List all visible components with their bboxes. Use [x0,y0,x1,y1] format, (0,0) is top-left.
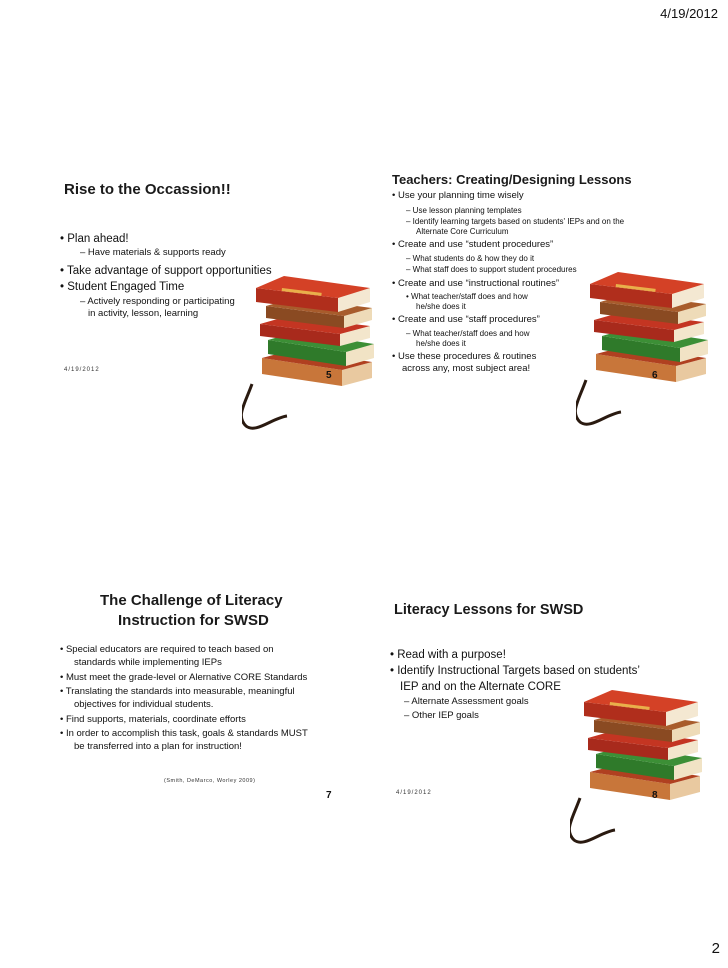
slide-8 [390,580,728,825]
sub-bullet: – Have materials & supports ready [80,247,226,258]
slide-5 [60,150,400,395]
bullet: • Find supports, materials, coordinate efforts [60,714,246,725]
sub-bullet: – What teacher/staff does and how [406,329,530,338]
sub-bullet-continuation: he/she does it [416,339,466,348]
bullet-continuation: objectives for individual students. [74,699,214,710]
bullet: • Use your planning time wisely [392,190,524,201]
slide-title: Literacy Lessons for SWSD [394,602,584,618]
sub-bullet-continuation: in activity, lesson, learning [88,308,199,319]
bullet: • Read with a purpose! [390,649,506,661]
sub-bullet: – Use lesson planning templates [406,206,522,215]
bullet: • Plan ahead! [60,233,129,245]
page-header-date: 4/19/2012 [660,6,718,21]
slide-title: Teachers: Creating/Designing Lessons [392,172,632,187]
slide-title: Rise to the Occassion!! [64,181,231,198]
books-illustration [242,266,382,436]
bullet: • Must meet the grade-level or Alernative CORE Standards [60,672,308,683]
bullet: • Student Engaged Time [60,281,185,293]
sub-bullet: – What students do & how they do it [406,254,535,263]
slide-number: 5 [326,370,332,381]
bullet: • In order to accomplish this task, goals & standards MUST [60,728,308,739]
sub-bullet-continuation: Alternate Core Curriculum [416,227,509,236]
sub-bullet: – Identify learning targets based on students' IEPs and on the [406,217,625,226]
bullet: • Take advantage of support opportunities [60,265,272,277]
slide-footer-date: 4/19/2012 [396,790,432,796]
bullet: • Use these procedures & routines [392,351,537,362]
bullet: • Translating the standards into measurable, meaningful [60,686,295,697]
sub-bullet: – Actively responding or participating [80,296,235,307]
slide-number: 6 [652,370,658,381]
slide-title: Instruction for SWSD [118,612,269,629]
citation: (Smith, DeMarco, Worley 2009) [164,778,256,784]
bullet: • Create and use “staff procedures” [392,314,540,325]
slide-title: The Challenge of Literacy [100,592,283,609]
bullet: • Create and use “instructional routines” [392,278,560,289]
books-illustration [576,262,716,432]
bullet: • Special educators are required to teach based on [60,644,274,655]
bullet-continuation: standards while implementing IEPs [74,657,222,668]
sub-bullet: – Other IEP goals [404,710,479,721]
slide-number: 7 [326,790,332,801]
bullet-continuation: across any, most subject area! [402,363,531,374]
sub-bullet: • What teacher/staff does and how [406,292,528,301]
page-number: 2 [711,940,720,957]
slide-7 [60,580,400,825]
books-illustration [570,680,710,850]
bullet-continuation: be transferred into a plan for instruction! [74,741,242,752]
sub-bullet: – Alternate Assessment goals [404,696,529,707]
bullet: • Identify Instructional Targets based on students’ [390,665,640,677]
sub-bullet: – What staff does to support student procedures [406,265,577,274]
sub-bullet-continuation: he/she does it [416,302,466,311]
slide-number: 8 [652,790,658,801]
slide-footer-date: 4/19/2012 [64,367,100,373]
slide-6 [390,150,728,395]
bullet: • Create and use “student procedures” [392,239,554,250]
bullet-continuation: IEP and on the Alternate CORE [400,681,561,693]
